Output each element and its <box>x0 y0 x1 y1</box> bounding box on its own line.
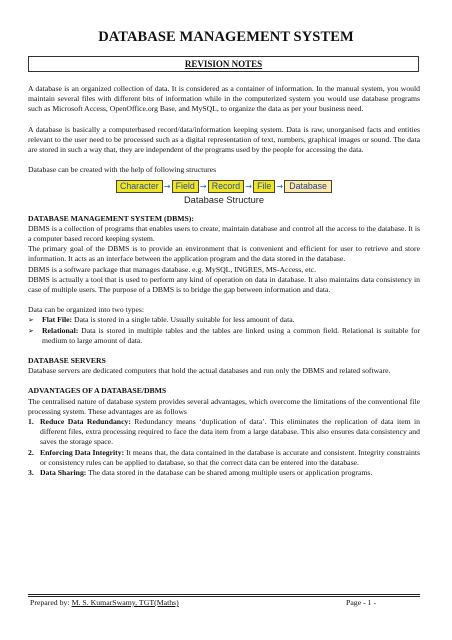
structures-intro: Database can be created with the help of following structures <box>28 165 217 175</box>
list-item <box>28 315 420 325</box>
relational-term: Relational: <box>42 325 79 335</box>
relational-text: Data is stored in multiple tables and the tables are linked using a common field. Relational is suitable for medium to large amount of data. <box>42 325 420 345</box>
dbms-line-3: DBMS is a software package that manages database. e.g. MySQL, INGRES, MS-Access, etc. <box>28 264 316 274</box>
document-body <box>28 84 420 478</box>
advantages-heading: ADVANTAGES OF A DATABASE/DBMS <box>28 386 167 396</box>
intro-paragraph-2: A database is basically a computerbased record/data/information keeping system. Data is raw, unorganised facts and entities relevant to the user need to be processed such as a digital representation of text, numbers, graphical images or sound. The data are stored in such a way that, they are independent of the programs used by the people for accessing the data. <box>28 124 420 155</box>
advantage-term: Reduce Data Redundancy: <box>40 417 131 427</box>
flat-file-term: Flat File: <box>42 315 73 325</box>
intro-paragraph-1: A database is an organized collection of data. It is considered as a container of information. In the manual system, you would maintain several files with different bits of information while in the computerized system you would use database programs such as Microsoft Access, OpenOffice.org Base, and MySQL, to organize the data as per your business need. <box>28 84 420 114</box>
dbms-heading: DATABASE MANAGEMENT SYSTEM (DBMS): <box>28 213 194 223</box>
author-name: M. S. KumarSwamy, TGT(Maths) <box>71 598 179 607</box>
data-types-intro: Data can be organized into two types: <box>28 305 144 315</box>
list-number: 2. <box>28 447 34 457</box>
arrow-bullet-icon: ➢ <box>28 316 34 325</box>
database-structure-diagram <box>28 179 420 193</box>
structure-box-record: Record <box>208 180 244 193</box>
structure-box-file: File <box>253 180 275 193</box>
dbms-line-2: The primary goal of the DBMS is to provide an environment that is convenient and efficient for user to retrieve and store information. It acts as an interface between the application program and the data stored in the database. <box>28 244 420 264</box>
list-item <box>28 417 420 448</box>
page-title: DATABASE MANAGEMENT SYSTEM <box>98 29 354 45</box>
arrow-right-icon: → <box>276 181 284 191</box>
list-item <box>28 468 420 478</box>
advantage-text: It means that, the data contained in the database is accurate and consistent. Integrity constraints or consistency rules can be applied to database, so that the correct data can be entered into the database. <box>40 447 420 467</box>
structure-box-character: Character <box>116 180 163 193</box>
arrow-right-icon: → <box>163 181 171 191</box>
servers-text: Database servers are dedicated computers that hold the actual databases and run only the DBMS and related software. <box>28 366 391 376</box>
dbms-line-4: DBMS is actually a tool that is used to perform any kind of operation on data in database. It also maintains data consistency in case of multiple users. The purpose of a DBMS is to bridge the gap between information and data. <box>28 274 420 295</box>
arrow-right-icon: → <box>245 181 252 191</box>
prepared-label: Prepared by: <box>30 598 72 607</box>
list-item <box>28 448 420 468</box>
revision-notes-banner: REVISION NOTES <box>28 56 419 72</box>
advantage-term: Data Sharing: <box>40 468 87 478</box>
dbms-line-1: DBMS is a collection of programs that enables users to create, maintain database and control all the access to the database. It is a computer based record keeping system. <box>28 223 420 244</box>
arrow-bullet-icon: ➢ <box>28 326 34 335</box>
page-number: Page - 1 - <box>346 598 377 607</box>
list-number: 3. <box>28 468 34 478</box>
advantage-text: The data stored in the database can be shared among multiple users or application programs. <box>86 468 373 478</box>
list-number: 1. <box>28 417 34 427</box>
footer-divider <box>28 596 420 597</box>
structure-box-field: Field <box>172 180 199 193</box>
footer-author <box>30 598 179 607</box>
advantage-text: Redundancy means ‘duplication of data’. This eliminates the replication of data item in different files, extra processing required to face the data item from a large database. This also ensures data consistency and saves the storage space. <box>40 417 420 447</box>
footer-divider <box>28 594 420 595</box>
list-item <box>28 326 420 346</box>
structure-box-database: Database <box>284 180 332 193</box>
advantages-intro: The centralised nature of database system provides several advantages, which overcome the limitations of the conventional file processing system. These advantages are as follows <box>28 396 420 416</box>
advantage-term: Enforcing Data Integrity: <box>40 447 125 457</box>
flat-file-text: Data is stored in a single table. Usually suitable for less amount of data. <box>72 315 295 325</box>
arrow-right-icon: → <box>199 181 207 191</box>
servers-heading: DATABASE SERVERS <box>28 356 106 366</box>
diagram-caption: Database Structure <box>183 195 265 206</box>
